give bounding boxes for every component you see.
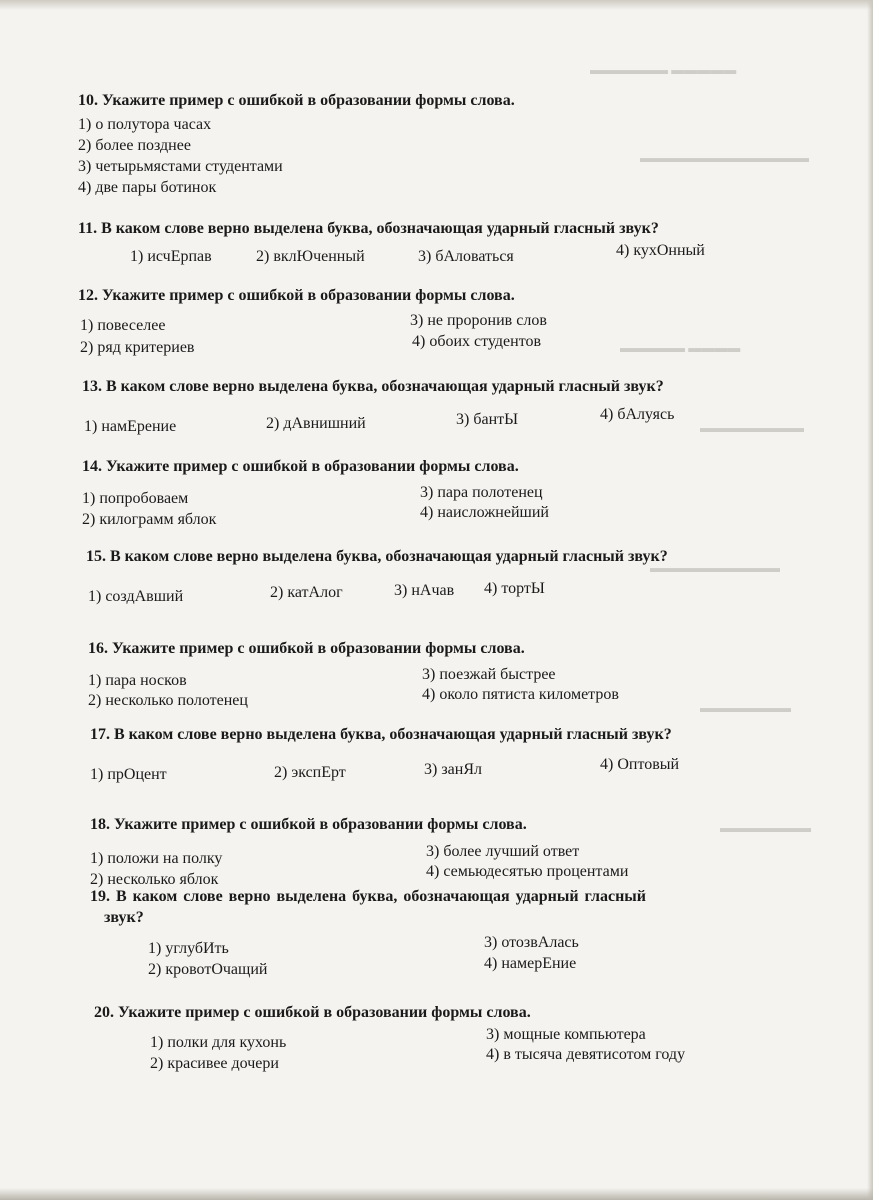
question-title: 16. Укажите пример с ошибкой в образовании формы слова. [88,640,525,657]
bleed-through-text: ▬▬▬▬▬▬▬ [720,820,811,835]
answer-option: 3) мощные компьютера [486,1026,646,1043]
answer-option: 2) кровотОчащий [148,961,268,978]
scan-edge-top [0,0,873,10]
question-title: 18. Укажите пример с ошибкой в образовании формы слова. [90,816,527,833]
question-title-line-2: звук? [104,909,144,926]
answer-option: 3) четырьмястами студентами [78,158,283,175]
answer-option: 3) бантЫ [456,411,519,428]
answer-option: 4) намерЕние [484,955,577,972]
answer-option: 3) более лучший ответ [426,843,580,860]
question-19 [90,888,646,978]
question-14 [82,458,549,528]
question-10 [78,92,515,196]
answer-option: 2) вклЮченный [256,248,365,265]
scan-edge-bottom [0,1188,873,1200]
answer-option: 2) дАвнишний [266,415,366,432]
answer-option: 1) исчЕрпав [130,248,212,265]
answer-option: 2) несколько полотенец [88,692,248,709]
answer-option: 3) отозвАлась [484,934,579,951]
question-20 [94,1004,686,1072]
question-title: 13. В каком слове верно выделена буква, обозначающая ударный гласный звук? [82,378,664,395]
question-16 [88,640,619,709]
answer-option: 4) в тысяча девятисотом году [486,1046,686,1063]
answer-option: 1) полки для кухонь [150,1034,287,1051]
question-12 [78,287,547,356]
answer-option: 4) тортЫ [484,580,545,597]
answer-option: 4) Оптовый [600,756,680,773]
question-title: 10. Укажите пример с ошибкой в образовании формы слова. [78,92,515,109]
answer-option: 4) обоих студентов [412,333,542,350]
bleed-through-text: ▬▬▬▬▬▬▬▬▬▬ [650,560,780,575]
question-title-line-1: 19. В каком слове верно выделена буква, обозначающая ударный гласный [90,888,646,905]
scan-edge-right [867,0,873,1200]
answer-option: 2) ряд критериев [80,339,195,356]
answer-option: 4) семьюдесятью процентами [426,863,629,880]
answer-option: 2) экспЕрт [274,764,346,781]
answer-option: 1) создАвший [88,588,184,605]
answer-option: 4) около пятиста километров [422,686,619,703]
answer-option: 1) о полутора часах [78,116,212,133]
bleed-through-text: ▬▬▬▬▬▬ ▬▬▬▬▬ [590,62,737,77]
answer-option: 2) несколько яблок [90,871,219,888]
question-13 [82,378,675,435]
question-title: 15. В каком слове верно выделена буква, обозначающая ударный гласный звук? [86,548,668,565]
question-title: 12. Укажите пример с ошибкой в образовании формы слова. [78,287,515,304]
answer-option: 1) повеселее [80,317,166,334]
bleed-through-text: ▬▬▬▬▬▬▬▬ [700,420,804,435]
answer-option: 3) занЯл [424,761,482,778]
answer-option: 1) прОцент [90,766,167,783]
answer-option: 3) пара полотенец [420,484,543,501]
answer-option: 2) красивее дочери [150,1055,279,1072]
answer-option: 3) бАловаться [418,248,514,265]
answer-option: 4) кухОнный [616,242,705,259]
answer-option: 1) намЕрение [84,418,177,435]
question-17 [90,726,680,783]
question-18 [90,816,629,888]
bleed-through-text: ▬▬▬▬▬▬▬▬▬▬▬▬▬ [640,150,809,165]
question-11 [78,220,705,265]
answer-option: 3) нАчав [394,582,455,599]
answer-option: 4) две пары ботинок [78,179,217,196]
answer-option: 2) катАлог [270,584,343,601]
answer-option: 1) углубИть [148,940,229,957]
answer-option: 1) попробоваем [82,490,189,507]
question-title: 11. В каком слове верно выделена буква, обозначающая ударный гласный звук? [78,220,659,237]
bleed-through-text: ▬▬▬▬▬▬▬ [700,700,791,715]
bleed-through-text: ▬▬▬▬▬ ▬▬▬▬ [620,340,741,355]
question-title: 17. В каком слове верно выделена буква, обозначающая ударный гласный звук? [90,726,672,743]
answer-option: 2) более позднее [78,137,191,154]
question-15 [86,548,668,605]
answer-option: 1) пара носков [88,672,187,689]
answer-option: 3) поезжай быстрее [422,666,556,683]
question-title: 14. Укажите пример с ошибкой в образовании формы слова. [82,458,519,475]
question-title: 20. Укажите пример с ошибкой в образовании формы слова. [94,1004,531,1021]
answer-option: 2) килограмм яблок [82,511,217,528]
answer-option: 4) наисложнейший [420,504,549,521]
answer-option: 3) не проронив слов [410,312,547,329]
answer-option: 4) бАлуясь [600,406,675,423]
answer-option: 1) положи на полку [90,850,223,867]
